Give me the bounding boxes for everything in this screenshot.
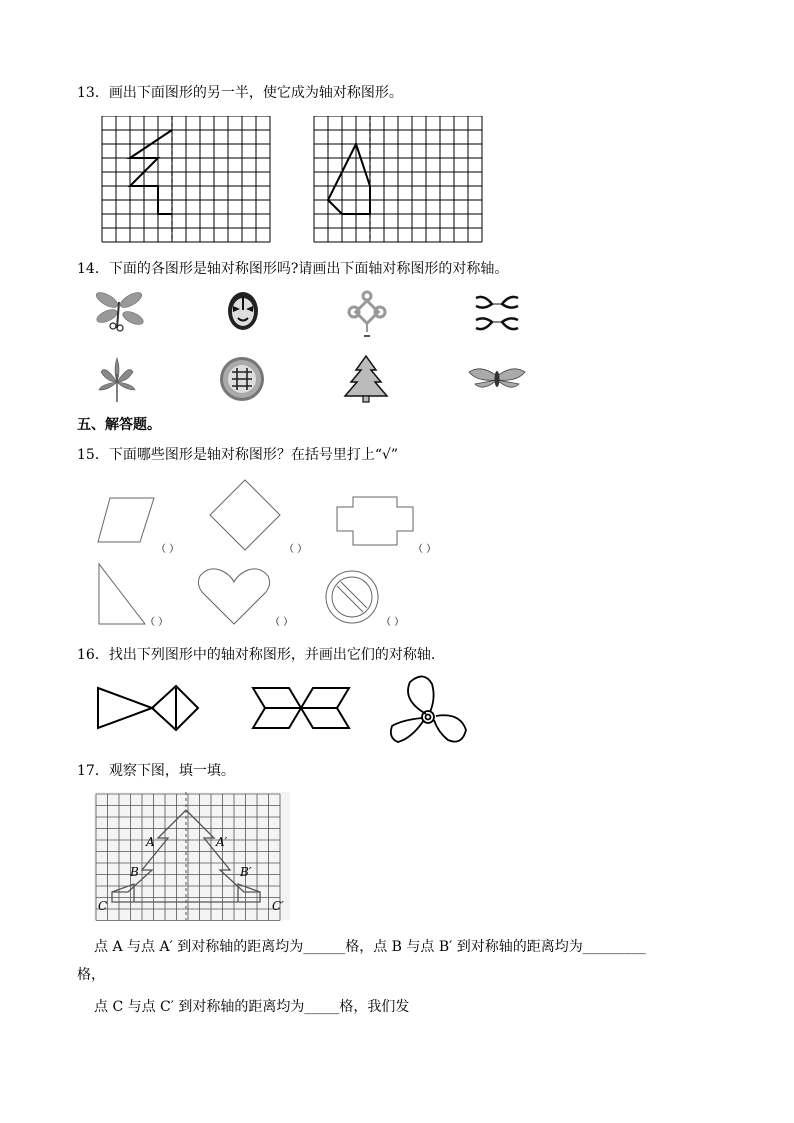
label-C: C — [98, 899, 108, 913]
ornament-icon — [472, 290, 522, 336]
chinese-knot-icon — [345, 288, 389, 340]
q17-fill-line-3: 点 C 与点 C′ 到对称轴的距离均为_____格，我们发 — [94, 999, 410, 1015]
double-happiness-icon — [219, 356, 265, 402]
question-13-text: 13．画出下面图形的另一半，使它成为轴对称图形。 — [77, 85, 403, 101]
q17-tree-grid — [94, 792, 294, 922]
q13-grid-right — [312, 116, 487, 244]
label-B: B — [130, 865, 139, 879]
q17-fill-line-2: 格， — [77, 967, 105, 983]
answer-paren-no-sign[interactable]: （ ） — [381, 617, 405, 628]
moth-icon — [467, 364, 527, 394]
answer-paren-cross[interactable]: （ ） — [413, 544, 437, 555]
square-diamond-shape — [208, 478, 282, 552]
no-sign-shape — [323, 568, 381, 626]
question-14-text: 14．下面的各图形是轴对称图形吗?请画出下面轴对称图形的对称轴。 — [77, 261, 509, 277]
propeller-shape — [388, 672, 470, 750]
label-A: A — [146, 835, 155, 849]
parallelogram-shape — [96, 496, 156, 546]
question-16-text: 16．找出下列图形中的轴对称图形，并画出它们的对称轴. — [77, 647, 436, 663]
answer-paren-square[interactable]: （ ） — [284, 544, 308, 555]
cross-shape — [335, 495, 415, 547]
q17-fill-line-1: 点 A 与点 A′ 到对称轴的距离均为______格，点 B 与点 B′ 到对称轴的距离均为_________ — [94, 939, 646, 955]
leaf-icon — [97, 354, 137, 404]
label-C-prime: C′ — [272, 899, 284, 913]
label-A-prime: A′ — [216, 835, 228, 849]
question-15-text: 15．下面哪些图形是轴对称图形？在括号里打上“√” — [77, 447, 399, 463]
opera-mask-icon — [226, 290, 260, 332]
dragonfly-icon — [93, 290, 147, 334]
section-5-title: 五、解答题。 — [77, 417, 161, 433]
bowtie-shape — [96, 684, 200, 734]
answer-paren-heart[interactable]: （ ） — [270, 617, 294, 628]
label-B-prime: B′ — [240, 865, 252, 879]
q13-grid-left — [100, 116, 275, 244]
question-17-text: 17．观察下图，填一填。 — [77, 763, 235, 779]
pine-tree-icon — [343, 354, 389, 404]
heart-shape — [196, 566, 272, 628]
double-arrow-shape — [251, 684, 351, 732]
right-triangle-shape — [95, 562, 147, 626]
answer-paren-triangle[interactable]: （ ） — [145, 617, 169, 628]
answer-paren-parallelogram[interactable]: （ ） — [156, 544, 180, 555]
